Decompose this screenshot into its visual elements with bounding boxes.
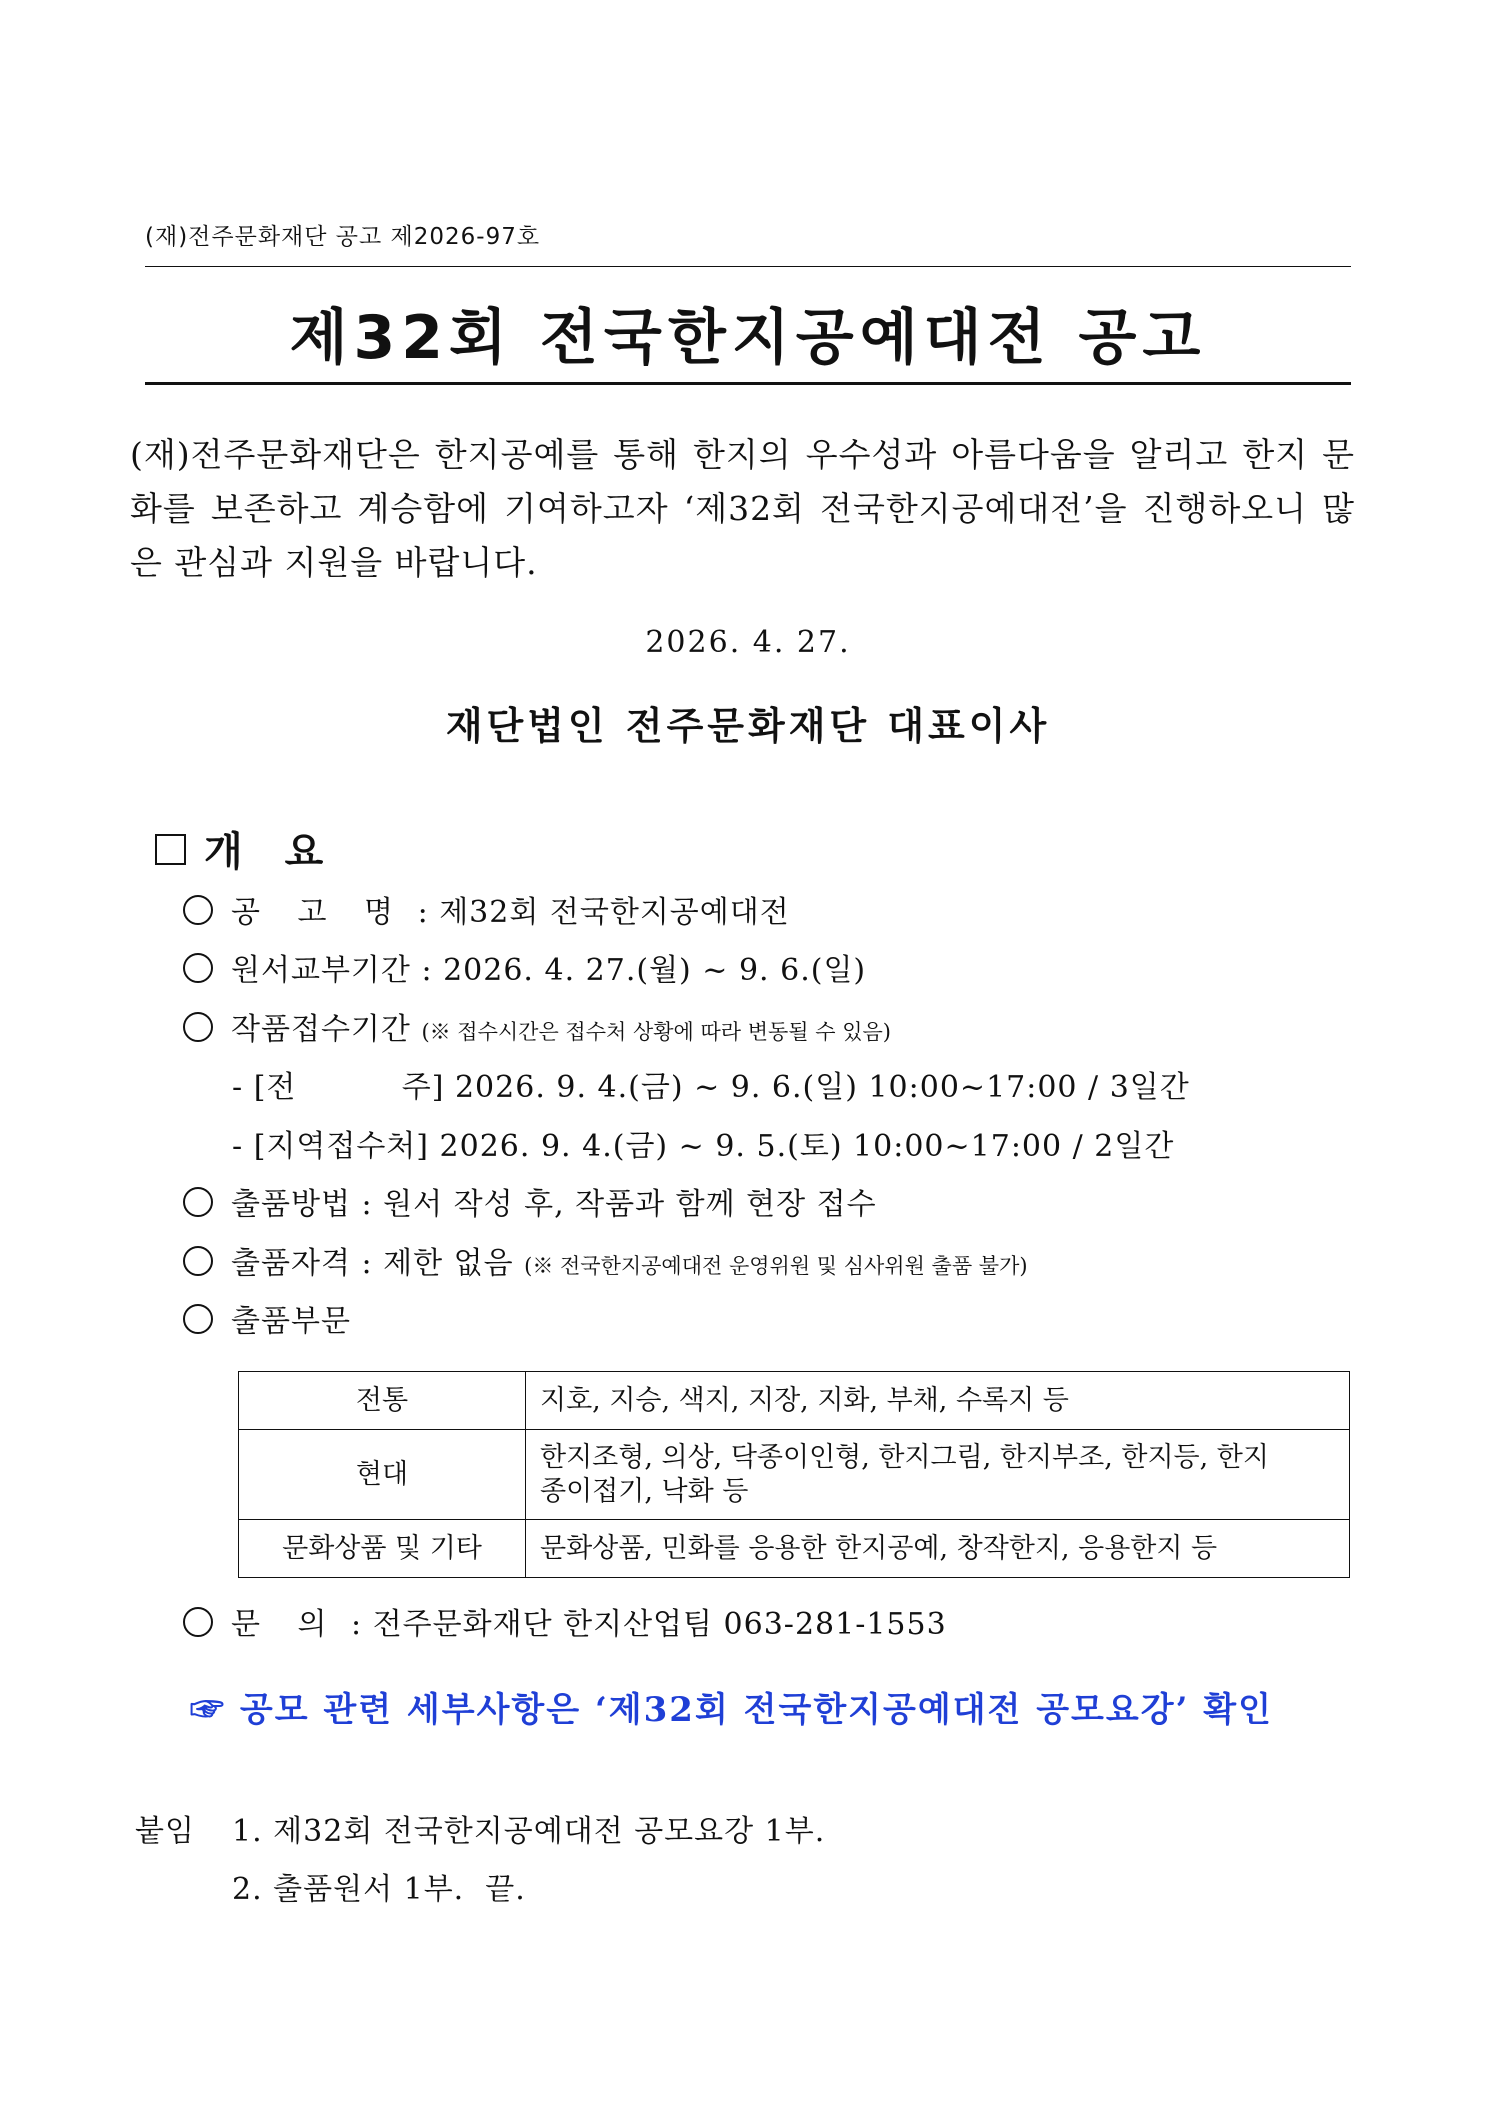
attachments-label: 붙임 bbox=[135, 1814, 195, 1849]
reception-period: 2026. 9. 4.(금) ~ 9. 6.(일) 10:00~17:00 / 3일간 bbox=[454, 1070, 1190, 1105]
item-label: 공 고 명 bbox=[231, 895, 408, 930]
item-value: : 원서 작성 후, 작품과 함께 현장 접수 bbox=[361, 1187, 877, 1222]
table-row bbox=[239, 1520, 1350, 1578]
item-value: : 전주문화재단 한지산업팀 063-281-1553 bbox=[351, 1607, 947, 1642]
table-row bbox=[239, 1430, 1350, 1520]
circle-bullet-icon bbox=[183, 895, 213, 925]
category-name: 문화상품 및 기타 bbox=[239, 1520, 526, 1578]
signer: 재단법인 전주문화재단 대표이사 bbox=[445, 703, 1051, 748]
notice-number: (재)전주문화재단 공고 제2026-97호 bbox=[145, 224, 541, 250]
category-items: 문화상품, 민화를 응용한 한지공예, 창작한지, 응용한지 등 bbox=[526, 1520, 1350, 1578]
reception-place: [지역접수처] bbox=[253, 1129, 429, 1164]
item-label: 출품부문 bbox=[231, 1304, 351, 1339]
square-bullet-icon bbox=[155, 834, 186, 865]
section-heading-label: 개 요 bbox=[204, 829, 338, 875]
category-items: 한지조형, 의상, 닥종이인형, 한지그림, 한지부조, 한지등, 한지종이접기, 낙화 등 bbox=[526, 1430, 1350, 1520]
page-title: 제32회 전국한지공예대전 공고 bbox=[289, 303, 1207, 373]
circle-bullet-icon bbox=[183, 1187, 213, 1217]
overview-item-method bbox=[183, 1185, 877, 1225]
header-divider bbox=[145, 266, 1351, 267]
item-value: : 제한 없음 bbox=[361, 1246, 514, 1281]
overview-item-application-period bbox=[183, 951, 866, 991]
reception-row: - [전 주] 2026. 9. 4.(금) ~ 9. 6.(일) 10:00~17:00 / 3일간 bbox=[232, 1070, 1190, 1105]
item-note: (※ 전국한지공예대전 운영위원 및 심사위원 출품 불가) bbox=[524, 1254, 1028, 1278]
overview-item-title bbox=[183, 893, 790, 933]
item-note: (※ 접수시간은 접수처 상황에 따라 변동될 수 있음) bbox=[421, 1020, 891, 1044]
reference-note bbox=[190, 1682, 1273, 1731]
category-items: 지호, 지승, 색지, 지장, 지화, 부채, 수록지 등 bbox=[526, 1372, 1350, 1430]
item-label: 문 의 bbox=[231, 1607, 341, 1642]
item-label: 출품자격 bbox=[231, 1246, 351, 1281]
overview-item-reception-period bbox=[183, 1010, 891, 1052]
category-name: 전통 bbox=[239, 1372, 526, 1430]
item-label: 원서교부기간 bbox=[231, 953, 411, 988]
reception-place: [전 주] bbox=[253, 1070, 445, 1105]
item-value: : 제32회 전국한지공예대전 bbox=[417, 895, 790, 930]
circle-bullet-icon bbox=[183, 1607, 213, 1637]
section-heading bbox=[155, 820, 337, 877]
category-table bbox=[238, 1371, 1350, 1578]
intro-paragraph: (재)전주문화재단은 한지공예를 통해 한지의 우수성과 아름다움을 알리고 한지 문화를 보존하고 계승함에 기여하고자 ‘제32회 전국한지공예대전’을 진행하오니 많은 관심과 지원을 바랍니다. bbox=[130, 435, 1355, 582]
reference-text: 공모 관련 세부사항은 ‘제32회 전국한지공예대전 공모요강’ 확인 bbox=[239, 1690, 1273, 1730]
item-value: : 2026. 4. 27.(월) ~ 9. 6.(일) bbox=[421, 953, 867, 988]
attachment-item: 1. 제32회 전국한지공예대전 공모요강 1부. bbox=[232, 1814, 826, 1849]
circle-bullet-icon bbox=[183, 953, 213, 983]
title-divider bbox=[145, 382, 1351, 385]
item-label: 출품방법 bbox=[231, 1187, 351, 1222]
circle-bullet-icon bbox=[183, 1012, 213, 1042]
notice-date: 2026. 4. 27. bbox=[645, 625, 851, 660]
overview-item-contact bbox=[183, 1605, 947, 1645]
item-label: 작품접수기간 bbox=[231, 1012, 411, 1047]
reception-period: 2026. 9. 4.(금) ~ 9. 5.(토) 10:00~17:00 / 2일간 bbox=[439, 1129, 1175, 1164]
table-row bbox=[239, 1372, 1350, 1430]
circle-bullet-icon bbox=[183, 1246, 213, 1276]
pointing-hand-icon: ☞ bbox=[190, 1690, 226, 1730]
attachment-item: 2. 출품원서 1부. 끝. bbox=[232, 1872, 526, 1907]
reception-row: - [지역접수처] 2026. 9. 4.(금) ~ 9. 5.(토) 10:00~17:00 / 2일간 bbox=[232, 1129, 1175, 1164]
overview-item-eligibility bbox=[183, 1244, 1028, 1286]
category-name: 현대 bbox=[239, 1430, 526, 1520]
circle-bullet-icon bbox=[183, 1304, 213, 1334]
overview-item-categories bbox=[183, 1302, 351, 1342]
